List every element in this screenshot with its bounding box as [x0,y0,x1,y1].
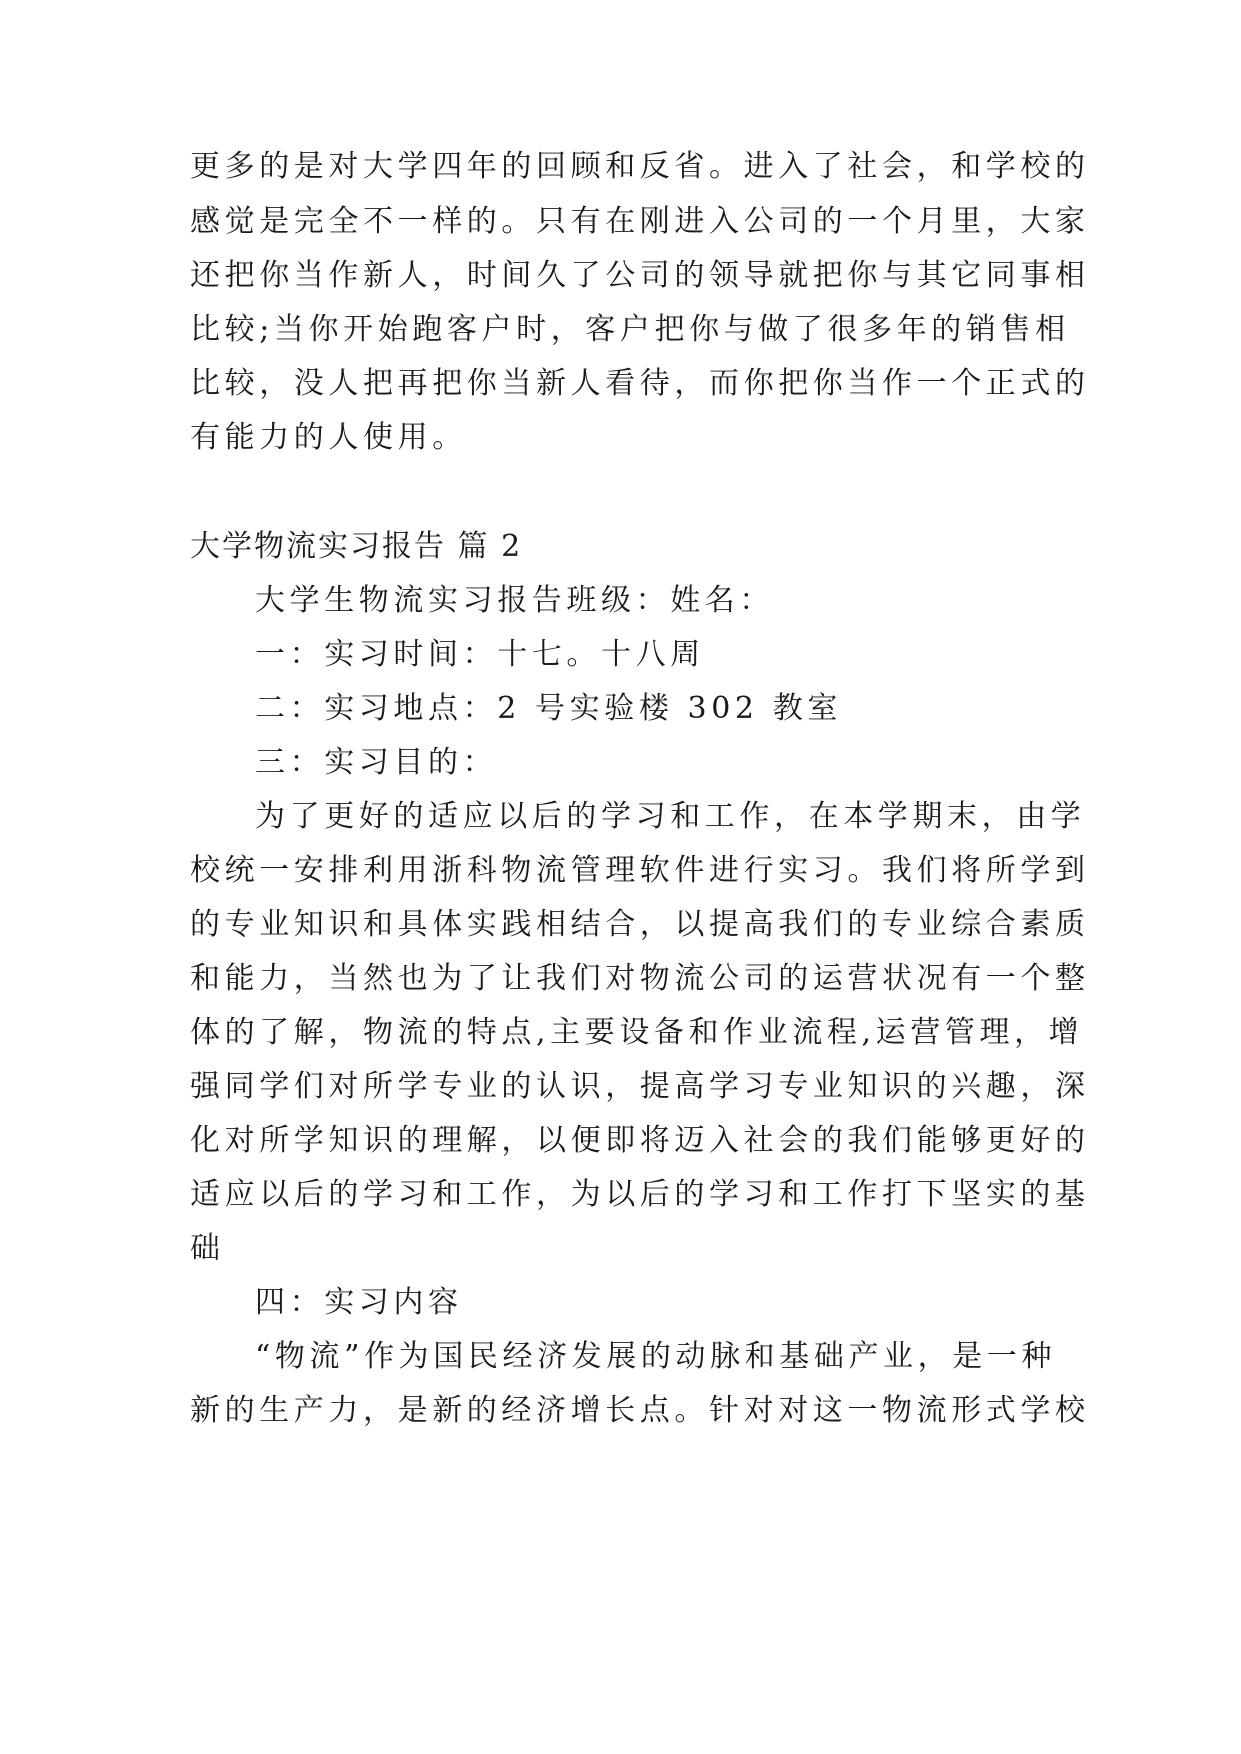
text-line: 比较，没人把再把你当新人看待，而你把你当作一个正式的 [190,366,1090,401]
text-line: 础 [190,1231,225,1266]
text-line: 校统一安排利用浙科物流管理软件进行实习。我们将所学到 [190,853,1090,888]
text-line: 感觉是完全不一样的。只有在刚进入公司的一个月里，大家 [190,204,1090,239]
report-title-line: 大学生物流实习报告班级：姓名： [255,583,774,618]
text-line: 强同学们对所学专业的认识，提高学习专业知识的兴趣，深 [190,1069,1090,1104]
internship-time: 一：实习时间：十七。十八周 [255,637,705,672]
text-line: 为了更好的适应以后的学习和工作，在本学期末，由学 [255,799,1086,834]
text-line: 的专业知识和具体实践相结合，以提高我们的专业综合素质 [190,907,1090,942]
section-heading: 大学物流实习报告 篇 2 [190,529,523,564]
text-line: 有能力的人使用。 [190,420,467,455]
text-line: 适应以后的学习和工作，为以后的学习和工作打下坚实的基 [190,1177,1090,1212]
text-line: 新的生产力，是新的经济增长点。针对对这一物流形式学校 [190,1393,1090,1428]
text-line: 比较;当你开始跑客户时，客户把你与做了很多年的销售相 [190,312,1070,347]
text-line: 更多的是对大学四年的回顾和反省。进入了社会，和学校的 [190,149,1090,184]
text-line: 化对所学知识的理解，以便即将迈入社会的我们能够更好的 [190,1123,1090,1158]
text-line: “物流”作为国民经济发展的动脉和基础产业，是一种 [255,1339,1057,1374]
text-line: 体的了解，物流的特点,主要设备和作业流程,运营管理，增 [190,1015,1084,1050]
internship-location: 二：实习地点：2 号实验楼 302 教室 [255,691,842,726]
internship-content-heading: 四：实习内容 [255,1285,463,1320]
text-line: 还把你当作新人，时间久了公司的领导就把你与其它同事相 [190,258,1090,293]
internship-purpose-heading: 三：实习目的： [255,745,498,780]
text-line: 和能力，当然也为了让我们对物流公司的运营状况有一个整 [190,961,1090,996]
